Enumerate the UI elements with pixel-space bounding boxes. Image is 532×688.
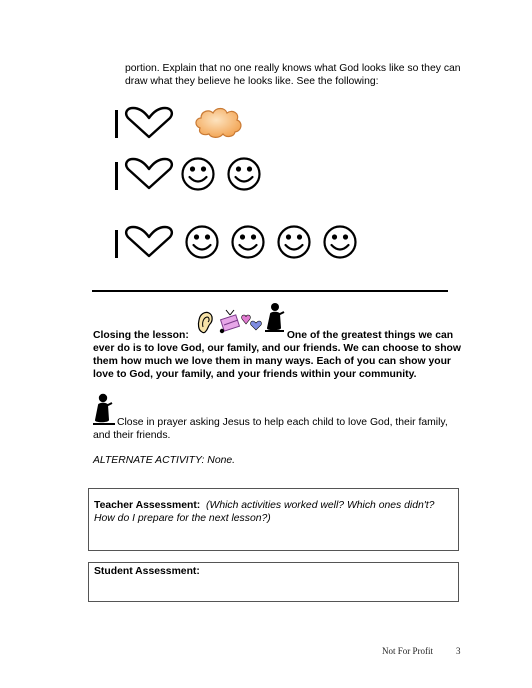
prayer-line-1: Close in prayer asking Jesus to help each child to love God, their family, [117,417,448,428]
closing-line-4: love to God, your family, and your friends within your community. [93,369,417,380]
smiley-icon [180,156,216,192]
prayer-line-2: and their friends. [93,430,171,441]
intro-line-1: portion. Explain that no one really knows what God looks like so they can [125,63,461,74]
teacher-assessment-question-2: How do I prepare for the next lesson?) [94,513,271,524]
intro-line-2: draw what they believe he looks like. See the following: [125,76,379,87]
teacher-assessment-question-1: (Which activities worked well? Which ones didn't? [206,500,435,511]
heart-icon [124,225,174,259]
heart-icon [124,157,174,191]
page-number: 3 [456,646,461,656]
cloud-icon [192,104,244,142]
letter-i-icon [112,157,122,191]
footer-text: Not For Profit [382,646,434,656]
letter-i-icon [112,225,122,259]
prayer-paragraph [93,416,513,442]
alternate-activity: ALTERNATE ACTIVITY: None. [93,455,236,466]
love-row-3 [112,224,358,260]
section-divider [92,290,448,292]
student-assessment-label: Student Assessment: [94,566,200,577]
love-row-1 [112,104,244,142]
heart-icon [124,106,174,140]
student-assessment-box [88,562,459,602]
smiley-icon [322,224,358,260]
closing-line-3: them how much we love them in many ways. Each of you can show your [93,356,451,367]
closing-line-1: One of the greatest things we can [286,330,454,341]
teacher-assessment-box [88,488,459,551]
closing-line-2: ever do is to love God, our family, and our friends. We can choose to show [93,343,461,354]
letter-i-icon [112,107,122,139]
smiley-icon [230,224,266,260]
smiley-icon [184,224,220,260]
closing-label: Closing the lesson: [93,330,189,341]
teacher-assessment-label: Teacher Assessment: [94,500,201,511]
smiley-icon [226,156,262,192]
intro-text [125,62,485,88]
smiley-icon [276,224,312,260]
love-row-2 [112,156,262,192]
closing-paragraph [93,329,513,381]
